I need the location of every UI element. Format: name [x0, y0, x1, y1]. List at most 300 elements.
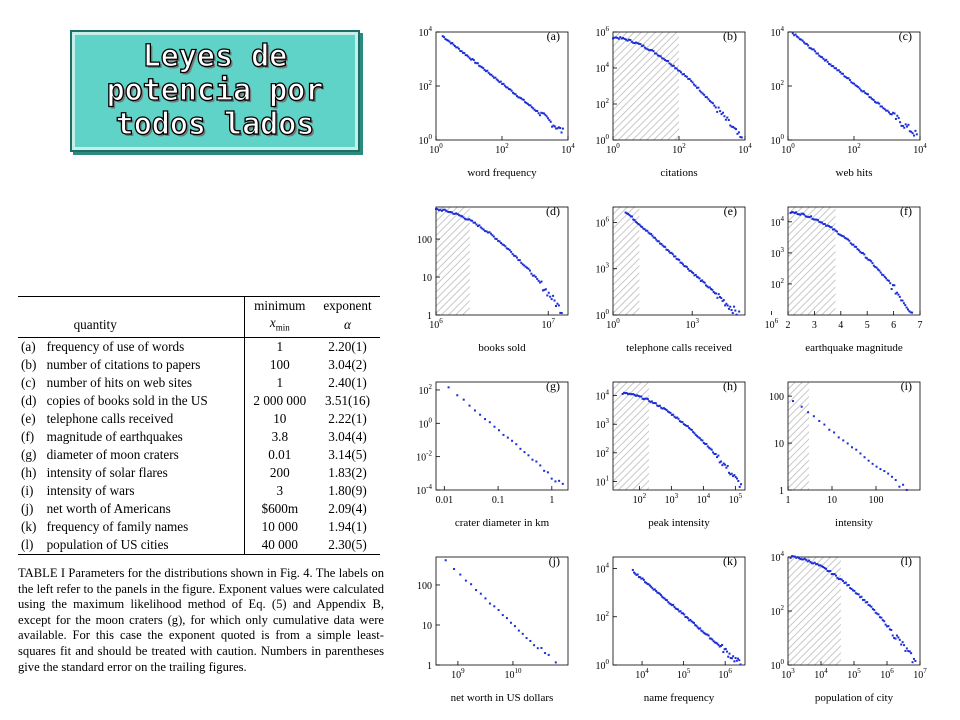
data-point: [531, 459, 533, 461]
data-point: [863, 90, 865, 92]
row-minimum: 10 000: [244, 518, 315, 536]
data-point: [829, 570, 831, 572]
x-axis-label: citations: [660, 167, 698, 179]
data-point: [731, 657, 733, 659]
data-point: [659, 405, 661, 407]
data-point: [631, 216, 633, 218]
data-point: [489, 603, 491, 605]
x-axis-label: population of city: [814, 692, 894, 704]
data-point: [539, 114, 541, 116]
x-tick-label: $10^3$: [685, 317, 699, 331]
data-point: [727, 656, 729, 658]
data-point: [889, 282, 891, 284]
x-tick-label: $10^6$: [429, 317, 443, 331]
data-point: [870, 260, 872, 262]
x-axis-label: word frequency: [467, 167, 537, 179]
row-exponent: 3.04(2): [328, 356, 367, 372]
data-point: [673, 65, 675, 67]
data-point: [795, 211, 797, 213]
data-point: [530, 273, 532, 275]
data-point: [900, 644, 902, 646]
chart-panel: [400, 193, 580, 363]
data-point: [634, 219, 636, 221]
data-point: [489, 421, 491, 423]
chart-svg: [400, 18, 580, 188]
data-point: [556, 303, 558, 305]
row-exponent: 2.22(1): [328, 410, 367, 426]
data-point: [535, 461, 537, 463]
row-minimum: 200: [244, 464, 315, 482]
data-point: [802, 40, 804, 42]
table-row: [18, 446, 380, 464]
data-point: [880, 272, 882, 274]
data-point: [535, 276, 537, 278]
row-quantity: magnitude of earthquakes: [46, 428, 183, 444]
data-point: [724, 464, 726, 466]
row-minimum: 1: [244, 374, 315, 392]
row-label: (i): [21, 482, 34, 498]
data-point: [646, 230, 648, 232]
x-tick-label: $10^6$: [880, 667, 894, 681]
data-point: [740, 483, 742, 485]
axes-frame: [788, 32, 920, 140]
data-point: [728, 119, 730, 121]
x-tick-label: $10^4$: [696, 492, 711, 506]
data-point: [882, 274, 884, 276]
data-point: [474, 409, 476, 411]
data-point: [883, 470, 885, 472]
row-label: (c): [21, 374, 36, 390]
data-point: [825, 59, 827, 61]
data-point: [561, 131, 563, 133]
x-tick-label: 4: [838, 320, 844, 331]
x-tick-label: $10^4$: [635, 667, 649, 681]
data-point: [699, 277, 701, 279]
data-point: [720, 297, 722, 299]
y-tick-label: 100: [769, 392, 784, 404]
data-point: [814, 50, 816, 52]
data-point: [551, 298, 553, 300]
data-point: [546, 294, 548, 296]
data-point: [873, 99, 875, 101]
data-point: [664, 246, 666, 248]
data-point: [896, 292, 898, 294]
row-label: (a): [21, 338, 36, 354]
data-point: [903, 127, 905, 129]
y-tick-label: $10^0$: [595, 658, 609, 672]
data-point: [905, 123, 907, 125]
data-point: [519, 448, 521, 450]
x-tick-label: $10^3$: [664, 492, 679, 506]
data-point: [895, 638, 897, 640]
data-point: [686, 266, 688, 268]
data-point: [833, 431, 835, 433]
row-quantity: intensity of wars: [46, 482, 135, 498]
data-point: [832, 65, 834, 67]
data-point: [559, 127, 561, 129]
row-minimum: 3: [244, 482, 315, 500]
data-point: [561, 312, 563, 314]
chart-panel: [400, 543, 580, 713]
data-point: [510, 251, 512, 253]
data-point: [870, 606, 872, 608]
data-point: [554, 480, 556, 482]
data-point: [680, 71, 682, 73]
x-tick-label: $10^5$: [847, 667, 861, 681]
data-point: [529, 640, 531, 642]
data-point: [554, 300, 556, 302]
data-point: [855, 449, 857, 451]
data-point: [453, 568, 455, 570]
data-point: [498, 429, 500, 431]
data-point: [735, 128, 737, 130]
data-point: [692, 272, 694, 274]
y-tick-label: $10^1$: [595, 474, 609, 489]
data-point: [544, 652, 546, 654]
data-point: [708, 635, 710, 637]
data-point: [728, 653, 730, 655]
data-point: [533, 644, 535, 646]
data-point: [728, 308, 730, 310]
row-exponent: 1.83(2): [328, 464, 367, 480]
x-tick-label: $10^4$: [913, 142, 927, 156]
row-minimum: 3.8: [244, 428, 315, 446]
chart-svg: [577, 368, 757, 538]
y-tick-label: $10^2$: [770, 276, 784, 291]
data-point: [899, 296, 901, 298]
y-tick-label: $10^{-4}$: [416, 483, 432, 497]
data-point: [738, 659, 740, 661]
data-point: [824, 223, 826, 225]
chart-svg: [577, 18, 757, 188]
data-point: [549, 296, 551, 298]
y-tick-label: $10^0$: [418, 133, 432, 147]
data-point: [715, 292, 717, 294]
data-point: [507, 437, 509, 439]
data-point: [562, 128, 564, 130]
row-label: (b): [21, 356, 37, 372]
data-point: [642, 45, 644, 47]
x-axis-label: peak intensity: [648, 517, 710, 529]
data-point: [705, 443, 707, 445]
data-point: [813, 415, 815, 417]
x-tick-label: $10^0$: [781, 142, 795, 156]
y-tick-label: $10^0$: [770, 133, 784, 147]
panel-label: (l): [900, 554, 912, 568]
data-point: [541, 281, 543, 283]
data-point: [654, 237, 656, 239]
row-quantity: net worth of Americans: [46, 500, 171, 516]
data-point: [913, 135, 915, 137]
data-point: [868, 460, 870, 462]
data-point: [847, 442, 849, 444]
data-point: [681, 421, 683, 423]
x-axis-label: name frequency: [643, 692, 715, 704]
row-label: (d): [21, 392, 37, 408]
row-exponent: 3.14(5): [328, 446, 367, 462]
data-point: [807, 411, 809, 413]
data-point: [509, 249, 511, 251]
data-point: [448, 386, 450, 388]
data-point: [849, 79, 851, 81]
row-quantity: intensity of solar flares: [46, 464, 168, 480]
row-exponent: 1.94(1): [328, 518, 367, 534]
data-point: [680, 610, 682, 612]
panel-label: (e): [723, 204, 737, 218]
data-point: [876, 466, 878, 468]
data-point: [493, 605, 495, 607]
data-point: [651, 235, 653, 237]
data-point: [795, 34, 797, 36]
y-tick-label: 10: [422, 273, 432, 285]
data-point: [906, 647, 908, 649]
data-point: [640, 395, 642, 397]
data-point: [903, 302, 905, 304]
data-point: [895, 118, 897, 120]
data-point: [902, 300, 904, 302]
data-point: [888, 280, 890, 282]
header-exponent: exponent: [323, 298, 372, 313]
y-tick-label: $10^4$: [770, 25, 784, 39]
y-tick-label: $10^4$: [595, 61, 609, 75]
data-point: [892, 635, 894, 637]
data-point: [511, 90, 513, 92]
data-point: [711, 449, 713, 451]
x-tick-label: 0.1: [491, 495, 505, 506]
data-point: [737, 480, 739, 482]
row-quantity: copies of books sold in the US: [46, 392, 208, 408]
chart-svg: [752, 543, 932, 713]
data-point: [729, 306, 731, 308]
data-point: [547, 471, 549, 473]
data-point: [716, 297, 718, 299]
parameters-table: [18, 296, 380, 555]
data-point: [718, 107, 720, 109]
chart-svg: [400, 368, 580, 538]
data-point: [733, 306, 735, 308]
x-tick-label: $10^9$: [451, 667, 465, 681]
data-point: [913, 658, 915, 660]
data-point: [655, 402, 657, 404]
data-point: [686, 76, 688, 78]
data-point: [916, 133, 918, 135]
data-point: [738, 131, 740, 133]
data-point: [516, 257, 518, 259]
data-point: [459, 574, 461, 576]
x-tick-label: $10^4$: [561, 142, 575, 156]
data-point: [736, 478, 738, 480]
data-point: [500, 81, 502, 83]
data-point: [715, 453, 717, 455]
table-row: [18, 428, 380, 446]
x-tick-label: $10^7$: [913, 667, 927, 681]
data-point: [655, 53, 657, 55]
data-point: [723, 115, 725, 117]
data-point: [473, 59, 475, 61]
data-point: [550, 121, 552, 123]
table-body: [18, 337, 380, 554]
shaded-region: [613, 207, 639, 315]
data-point: [861, 596, 863, 598]
data-point: [912, 661, 914, 663]
data-point: [666, 599, 668, 601]
table-row: [18, 356, 380, 374]
panel-label: (k): [723, 554, 737, 568]
data-point: [727, 465, 729, 467]
data-point: [831, 226, 833, 228]
axes-frame: [436, 557, 568, 665]
data-point: [689, 78, 691, 80]
data-point: [827, 61, 829, 63]
data-point: [470, 583, 472, 585]
x-tick-label: $10^0$: [606, 317, 620, 331]
data-point: [891, 476, 893, 478]
data-point: [727, 304, 729, 306]
chart-panel: [752, 18, 932, 188]
data-point: [907, 309, 909, 311]
data-point: [523, 451, 525, 453]
row-exponent: 1.80(9): [328, 482, 367, 498]
data-point: [902, 484, 904, 486]
data-point: [712, 102, 714, 104]
data-point: [717, 455, 719, 457]
data-point: [738, 311, 740, 313]
chart-panel: [752, 193, 932, 363]
table-caption: TABLE I Parameters for the distributions shown in Fig. 4. The labels on the left refer to the panels in the figure. Exponent values were calculated using the maximum likelihood method of Eq. (5) and Appendix B, except for the moon craters (g), for which only cumulative data were available. For this case the exponent quoted is from a simple least-squares fit and should be treated with caution. Numbers in parentheses give the standard error on the trailing figures.: [18, 566, 384, 674]
data-point: [545, 288, 547, 290]
x-tick-label: $10^0$: [606, 142, 620, 156]
row-label: (f): [21, 428, 35, 444]
x-axis-label: crater diameter in km: [454, 517, 550, 529]
data-point: [677, 418, 679, 420]
row-quantity: population of US cities: [46, 536, 169, 552]
data-point: [538, 280, 540, 282]
data-point: [658, 240, 660, 242]
data-point: [475, 589, 477, 591]
data-point: [722, 112, 724, 114]
y-tick-label: $10^2$: [418, 79, 432, 93]
data-point: [546, 115, 548, 117]
data-point: [725, 467, 727, 469]
data-point: [902, 125, 904, 127]
data-point: [872, 262, 874, 264]
data-point: [903, 644, 905, 646]
data-point: [506, 617, 508, 619]
x-tick-label: $10^7$: [541, 317, 555, 331]
y-tick-label: $10^4$: [770, 550, 784, 564]
data-point: [792, 32, 794, 34]
data-point: [848, 240, 850, 242]
data-point: [725, 648, 727, 650]
data-point: [672, 253, 674, 255]
data-point: [667, 60, 669, 62]
row-quantity: diameter of moon craters: [46, 446, 179, 462]
data-point: [859, 88, 861, 90]
x-axis-label: books sold: [478, 342, 526, 354]
shaded-region: [436, 207, 470, 315]
row-label: (h): [21, 464, 37, 480]
data-point: [801, 406, 803, 408]
data-point: [867, 93, 869, 95]
row-minimum: $600m: [244, 500, 315, 518]
table-row: [18, 374, 380, 392]
data-point: [895, 479, 897, 481]
y-tick-label: $10^4$: [595, 561, 609, 576]
data-point: [632, 569, 634, 571]
row-quantity: frequency of family names: [46, 518, 189, 534]
data-point: [848, 584, 850, 586]
data-point: [474, 222, 476, 224]
data-point: [465, 580, 467, 582]
row-minimum: 40 000: [244, 536, 315, 555]
data-point: [896, 115, 898, 117]
data-point: [548, 292, 550, 294]
data-point: [734, 310, 736, 312]
row-label: (j): [21, 500, 34, 516]
y-tick-label: $10^4$: [595, 388, 609, 403]
data-point: [836, 231, 838, 233]
chart-svg: [752, 193, 932, 363]
data-point: [704, 282, 706, 284]
data-point: [552, 295, 554, 297]
data-point: [510, 622, 512, 624]
data-point: [716, 111, 718, 113]
y-tick-label: $10^6$: [595, 215, 609, 230]
chart-svg: [577, 543, 757, 713]
y-tick-label: $10^2$: [418, 382, 432, 397]
data-point: [463, 399, 465, 401]
data-point: [477, 62, 479, 64]
data-point: [706, 96, 708, 98]
data-point: [715, 106, 717, 108]
header-alpha: α: [344, 317, 351, 333]
x-tick-label: 1: [785, 495, 791, 506]
y-tick-label: 100: [417, 235, 432, 247]
x-tick-label: 100: [868, 495, 884, 506]
data-point: [494, 77, 496, 79]
data-point: [555, 305, 557, 307]
y-tick-label: $10^3$: [770, 245, 784, 260]
header-xmin: $x_{min}$: [244, 314, 315, 337]
panel-label: (h): [723, 379, 737, 393]
data-point: [912, 132, 914, 134]
data-point: [480, 593, 482, 595]
data-point: [482, 67, 484, 69]
data-point: [529, 270, 531, 272]
data-point: [683, 613, 685, 615]
data-point: [511, 440, 513, 442]
data-point: [878, 269, 880, 271]
data-point: [887, 473, 889, 475]
data-point: [914, 130, 916, 132]
row-quantity: telephone calls received: [46, 410, 174, 426]
data-point: [852, 244, 854, 246]
data-point: [498, 609, 500, 611]
data-point: [493, 236, 495, 238]
slide-title-box: [70, 30, 360, 152]
y-tick-label: 10: [774, 439, 784, 451]
data-point: [721, 644, 723, 646]
data-point: [906, 307, 908, 309]
chart-svg: [400, 543, 580, 713]
panel-label: (a): [546, 29, 560, 43]
data-point: [730, 309, 732, 311]
row-label: (e): [21, 410, 36, 426]
x-tick-label: $10^4$: [738, 142, 752, 156]
data-point: [902, 641, 904, 643]
data-point: [739, 663, 741, 665]
data-point: [872, 463, 874, 465]
